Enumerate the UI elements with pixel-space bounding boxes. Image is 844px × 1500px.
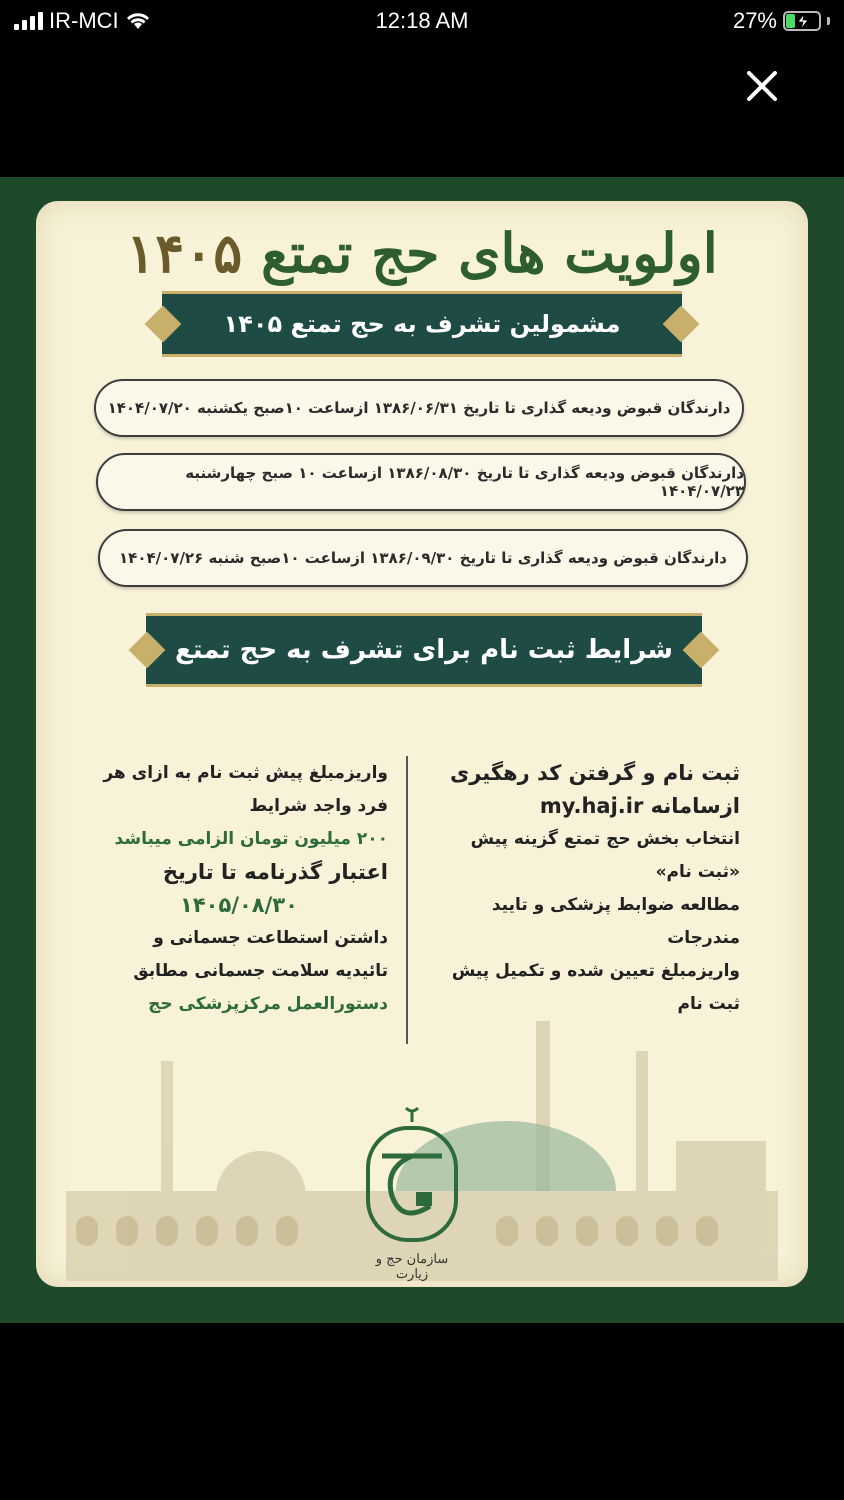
req-text: واریزمبلغ پیش ثبت نام به ازای هر [103, 763, 388, 783]
deposit-item [94, 379, 744, 437]
hajj-emblem-icon [362, 1106, 462, 1246]
close-icon [740, 64, 784, 108]
step-text: مندرجات [667, 928, 740, 948]
carrier-name: IR-MCI [49, 8, 119, 33]
column-divider [406, 756, 408, 1044]
deposit-text: دارندگان قبوض ودیعه گذاری تا تاریخ ۱۳۸۶/۰۸/۳۰ ازساعت ۱۰ صبح چهارشنبه ۱۴۰۴/۰۷/۲۳ [185, 464, 744, 500]
eligible-banner [162, 291, 682, 357]
hajj-organization-logo [362, 1106, 462, 1282]
registration-steps [428, 757, 740, 1021]
step-text: «ثبت نام» [655, 862, 740, 882]
status-bar [0, 0, 844, 44]
req-text: دستورالعمل مرکزپزشکی حج [148, 994, 388, 1014]
deposit-text: دارندگان قبوض ودیعه گذاری تا تاریخ ۱۳۸۶/۰۹/۳۰ ازساعت ۱۰صبح شنبه ۱۴۰۴/۰۷/۲۶ [119, 549, 727, 567]
step-text: ثبت نام و گرفتن کد رهگیری [449, 761, 740, 785]
poster-card [36, 201, 808, 1287]
poster-image [0, 177, 844, 1323]
step-text: ثبت نام [677, 994, 740, 1014]
eligible-banner-text: مشمولین تشرف به حج تمتع ۱۴۰۵ [223, 310, 621, 338]
title-year: ۱۴۰۵ [126, 221, 243, 285]
deposit-item [98, 529, 748, 587]
title-main: اولویت های حج تمتع [261, 221, 718, 285]
req-text: تائیدیه سلامت جسمانی مطابق [133, 961, 388, 981]
battery-icon [783, 11, 821, 31]
battery-indicator [733, 8, 830, 34]
req-text: اعتبار گذرنامه تا تاریخ [162, 860, 388, 884]
req-text: ۱۴۰۵/۰۸/۳۰ [180, 893, 298, 917]
req-text: فرد واجد شرایط [249, 796, 388, 816]
req-text: داشتن استطاعت جسمانی و [153, 928, 388, 948]
close-button[interactable] [740, 64, 784, 108]
battery-percent: 27% [732, 8, 777, 33]
clock: 12:18 AM [375, 8, 469, 33]
step-text: ازسامانه my.haj.ir [539, 794, 740, 818]
requirements [90, 757, 388, 1021]
req-text: ۲۰۰ میلیون تومان الزامی میباشد [114, 829, 388, 849]
logo-caption: سازمان حج و زیارت [375, 1252, 449, 1282]
poster-title [36, 221, 808, 285]
step-text: انتخاب بخش حج تمتع گزینه پیش [470, 829, 740, 849]
deposit-text: دارندگان قبوض ودیعه گذاری تا تاریخ ۱۳۸۶/۰۶/۳۱ ازساعت ۱۰صبح یکشنبه ۱۴۰۴/۰۷/۲۰ [107, 399, 731, 417]
conditions-banner-text: شرایط ثبت نام برای تشرف به حج تمتع [175, 635, 673, 665]
conditions-banner [146, 613, 702, 687]
deposit-item [96, 453, 746, 511]
step-text: واریزمبلغ تعیین شده و تکمیل پیش [451, 961, 740, 981]
step-text: مطالعه ضوابط پزشکی و تایید [491, 895, 740, 915]
